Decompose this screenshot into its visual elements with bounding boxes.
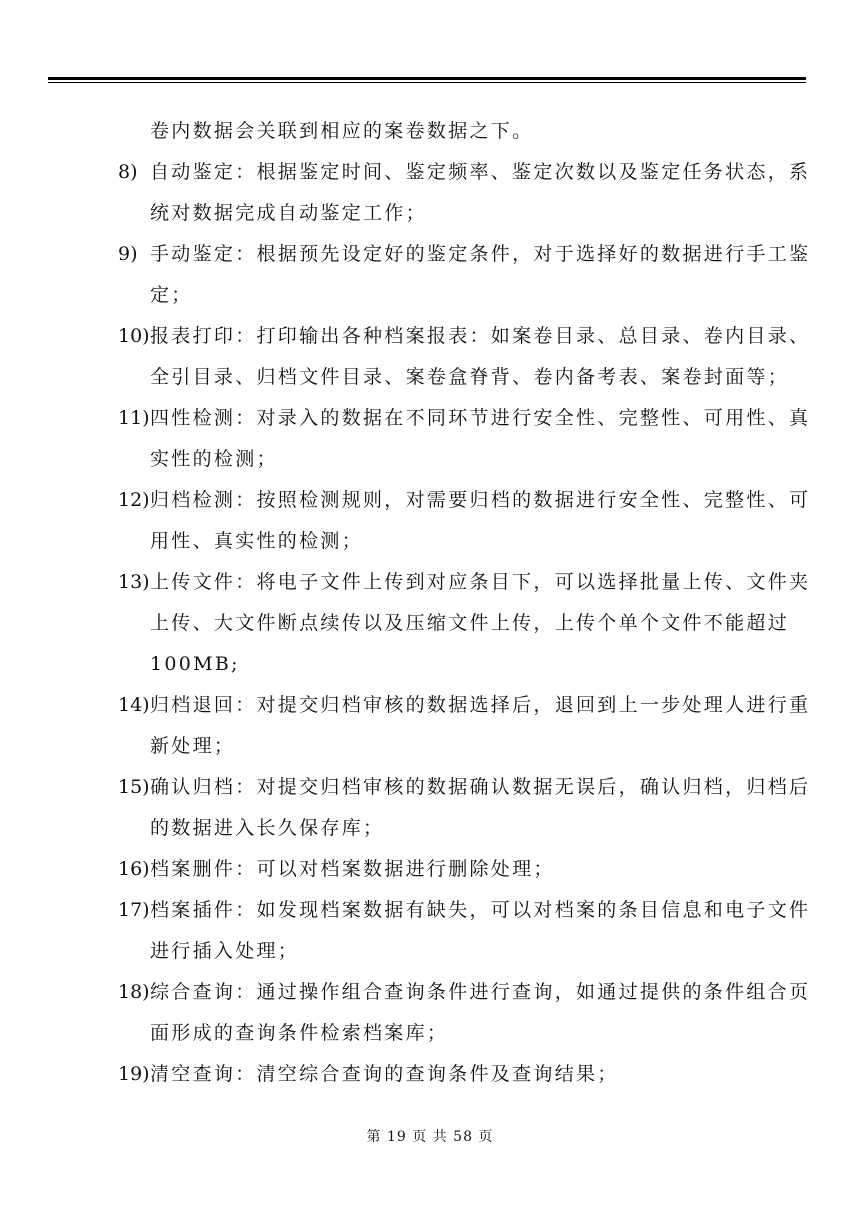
list-item-text-continued: 上传、大文件断点续传以及压缩文件上传，上传个单个文件不能超过 — [150, 612, 790, 634]
list-item-text: 确认归档：对提交归档审核的数据确认数据无误后，确认归档，归档后 — [150, 776, 811, 798]
list-item-number: 10) — [118, 325, 150, 347]
list-item-number: 8) — [118, 161, 138, 183]
list-item-number: 15) — [118, 776, 150, 798]
list-item-text: 综合查询：通过操作组合查询条件进行查询，如通过提供的条件组合页 — [150, 981, 811, 1003]
list-item-text: 报表打印：打印输出各种档案报表：如案卷目录、总目录、卷内目录、 — [150, 325, 811, 347]
list-item-number: 16) — [118, 858, 150, 880]
list-item-number: 19) — [118, 1063, 150, 1085]
list-item-text: 归档检测：按照检测规则，对需要归档的数据进行安全性、完整性、可 — [150, 489, 811, 511]
list-item-text-continued: 面形成的查询条件检索档案库； — [150, 1022, 449, 1044]
list-item-text-continued: 的数据进入长久保存库； — [150, 817, 385, 839]
list-item-text: 上传文件：将电子文件上传到对应条目下，可以选择批量上传、文件夹 — [150, 571, 811, 593]
list-item-text: 自动鉴定：根据鉴定时间、鉴定频率、鉴定次数以及鉴定任务状态，系 — [150, 161, 811, 183]
list-item-text: 档案插件：如发现档案数据有缺失，可以对档案的条目信息和电子文件 — [150, 899, 811, 921]
list-item-text: 归档退回：对提交归档审核的数据选择后，退回到上一步处理人进行重 — [150, 694, 811, 716]
list-item-number: 17) — [118, 899, 150, 921]
list-item-text-continued: 定； — [150, 284, 193, 306]
list-item-number: 13) — [118, 571, 150, 593]
page-footer: 第 19 页 共 58 页 — [366, 1129, 494, 1145]
list-item-text-continued: 统对数据完成自动鉴定工作； — [150, 202, 427, 224]
list-item-number: 9) — [118, 243, 138, 265]
list-item-text: 清空查询：清空综合查询的查询条件及查询结果； — [150, 1063, 619, 1085]
list-item-number: 18) — [118, 981, 150, 1003]
list-item-text-continued: 100MB; — [150, 653, 240, 675]
list-item-number: 12) — [118, 489, 150, 511]
continuation-text: 卷内数据会关联到相应的案卷数据之下。 — [150, 120, 534, 142]
list-item-text: 档案删件：可以对档案数据进行删除处理； — [150, 858, 555, 880]
list-item-text: 手动鉴定：根据预先设定好的鉴定条件，对于选择好的数据进行手工鉴 — [150, 243, 811, 265]
list-item-text: 四性检测：对录入的数据在不同环节进行安全性、完整性、可用性、真 — [150, 407, 811, 429]
list-item-number: 11) — [118, 407, 150, 429]
list-item-number: 14) — [118, 694, 150, 716]
list-item-text-continued: 实性的检测； — [150, 448, 278, 470]
header-rule-thin — [48, 82, 806, 83]
header-rule — [48, 77, 806, 80]
list-item-text-continued: 新处理； — [150, 735, 236, 757]
list-item-text-continued: 用性、真实性的检测； — [150, 530, 364, 552]
list-item-text-continued: 进行插入处理； — [150, 940, 300, 962]
list-item-text-continued: 全引目录、归档文件目录、案卷盒脊背、卷内备考表、案卷封面等； — [150, 366, 790, 388]
